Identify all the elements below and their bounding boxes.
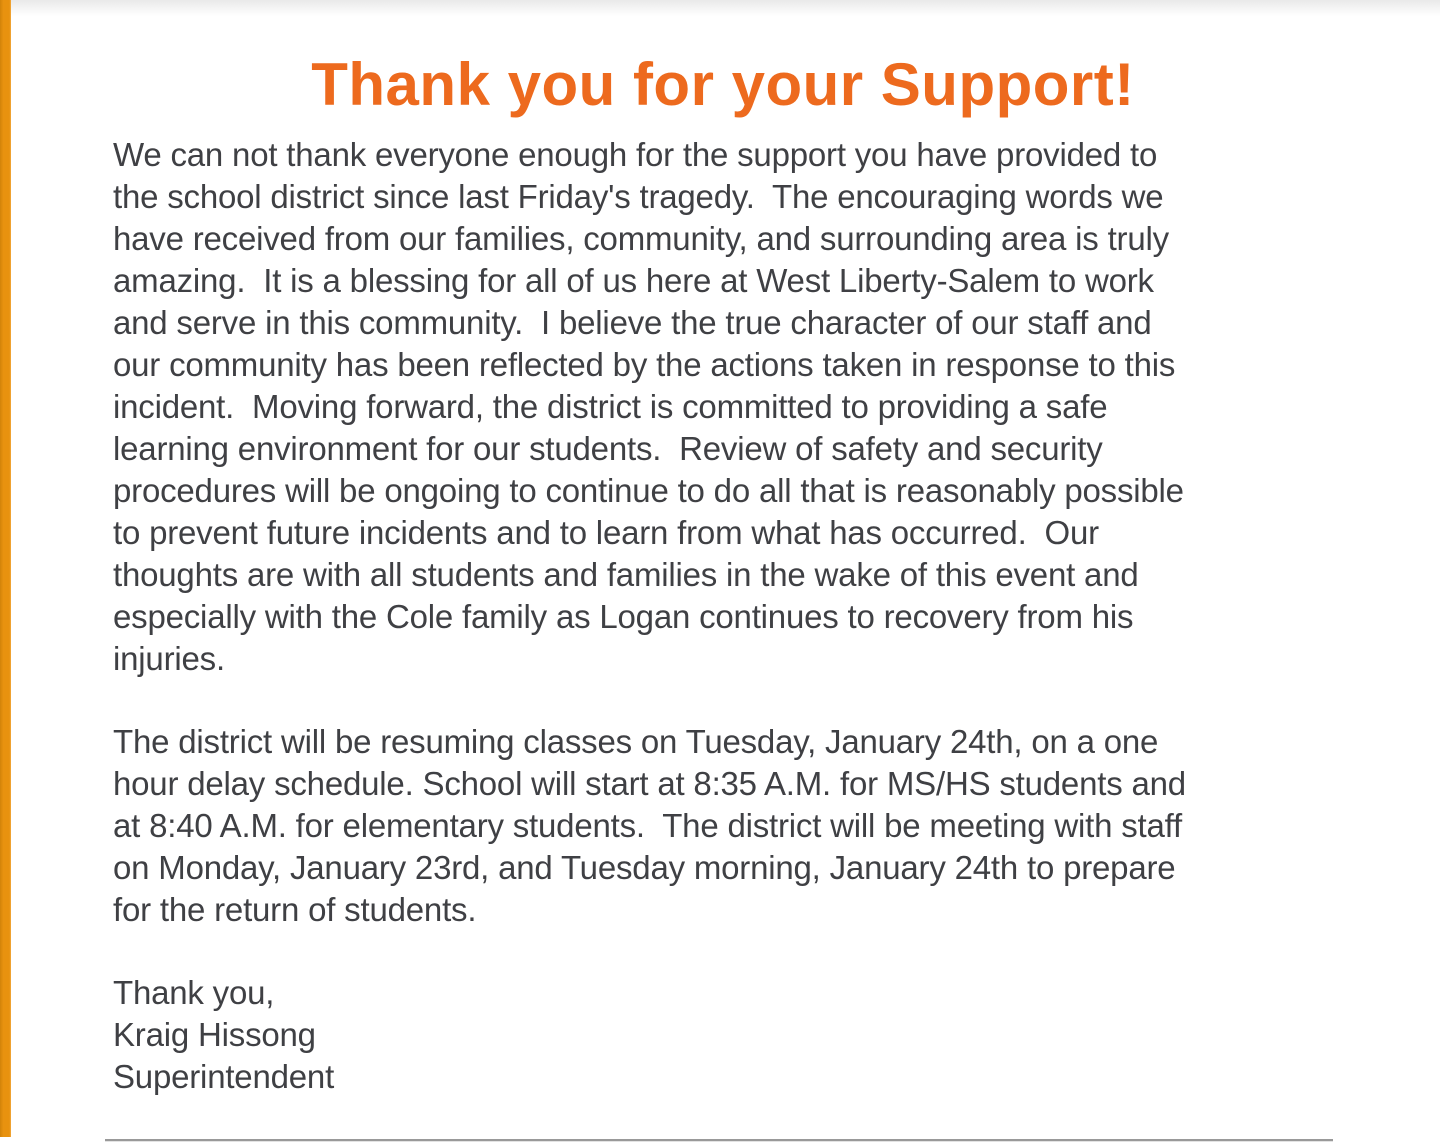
signature-block (113, 972, 1333, 1098)
page-title: Thank you for your Support! (311, 51, 1135, 118)
text-line: at 8:40 A.M. for elementary students. The district will be meeting with staff (113, 807, 1183, 844)
text-line: on Monday, January 23rd, and Tuesday morning, January 24th to prepare (113, 849, 1176, 886)
text-line: for the return of students. (113, 891, 477, 928)
accent-bar (0, 0, 11, 1137)
text-line: injuries. (113, 640, 225, 677)
text-line: especially with the Cole family as Logan continues to recovery from his (113, 598, 1134, 635)
text-line: have received from our families, community, and surrounding area is truly (113, 220, 1169, 257)
text-line: Kraig Hissong (113, 1016, 316, 1053)
text-line: to prevent future incidents and to learn from what has occurred. Our (113, 514, 1099, 551)
text-line: procedures will be ongoing to continue to do all that is reasonably possible (113, 472, 1184, 509)
paragraph-schedule (113, 721, 1333, 931)
text-line: The district will be resuming classes on Tuesday, January 24th, on a one (113, 723, 1159, 760)
text-line: the school district since last Friday's tragedy. The encouraging words we (113, 178, 1164, 215)
text-line: our community has been reflected by the actions taken in response to this (113, 346, 1176, 383)
text-line: thoughts are with all students and families in the wake of this event and (113, 556, 1139, 593)
text-line: and serve in this community. I believe the true character of our staff and (113, 304, 1152, 341)
text-line: learning environment for our students. Review of safety and security (113, 430, 1103, 467)
paragraph-support (113, 134, 1333, 680)
text-line: incident. Moving forward, the district is committed to providing a safe (113, 388, 1108, 425)
text-line: amazing. It is a blessing for all of us here at West Liberty-Salem to work (113, 262, 1154, 299)
announcement-letter (113, 0, 1333, 1142)
text-line: hour delay schedule. School will start at 8:35 A.M. for MS/HS students and (113, 765, 1186, 802)
text-line: Thank you, (113, 974, 275, 1011)
text-line: Superintendent (113, 1058, 335, 1095)
text-line: We can not thank everyone enough for the support you have provided to (113, 136, 1158, 173)
